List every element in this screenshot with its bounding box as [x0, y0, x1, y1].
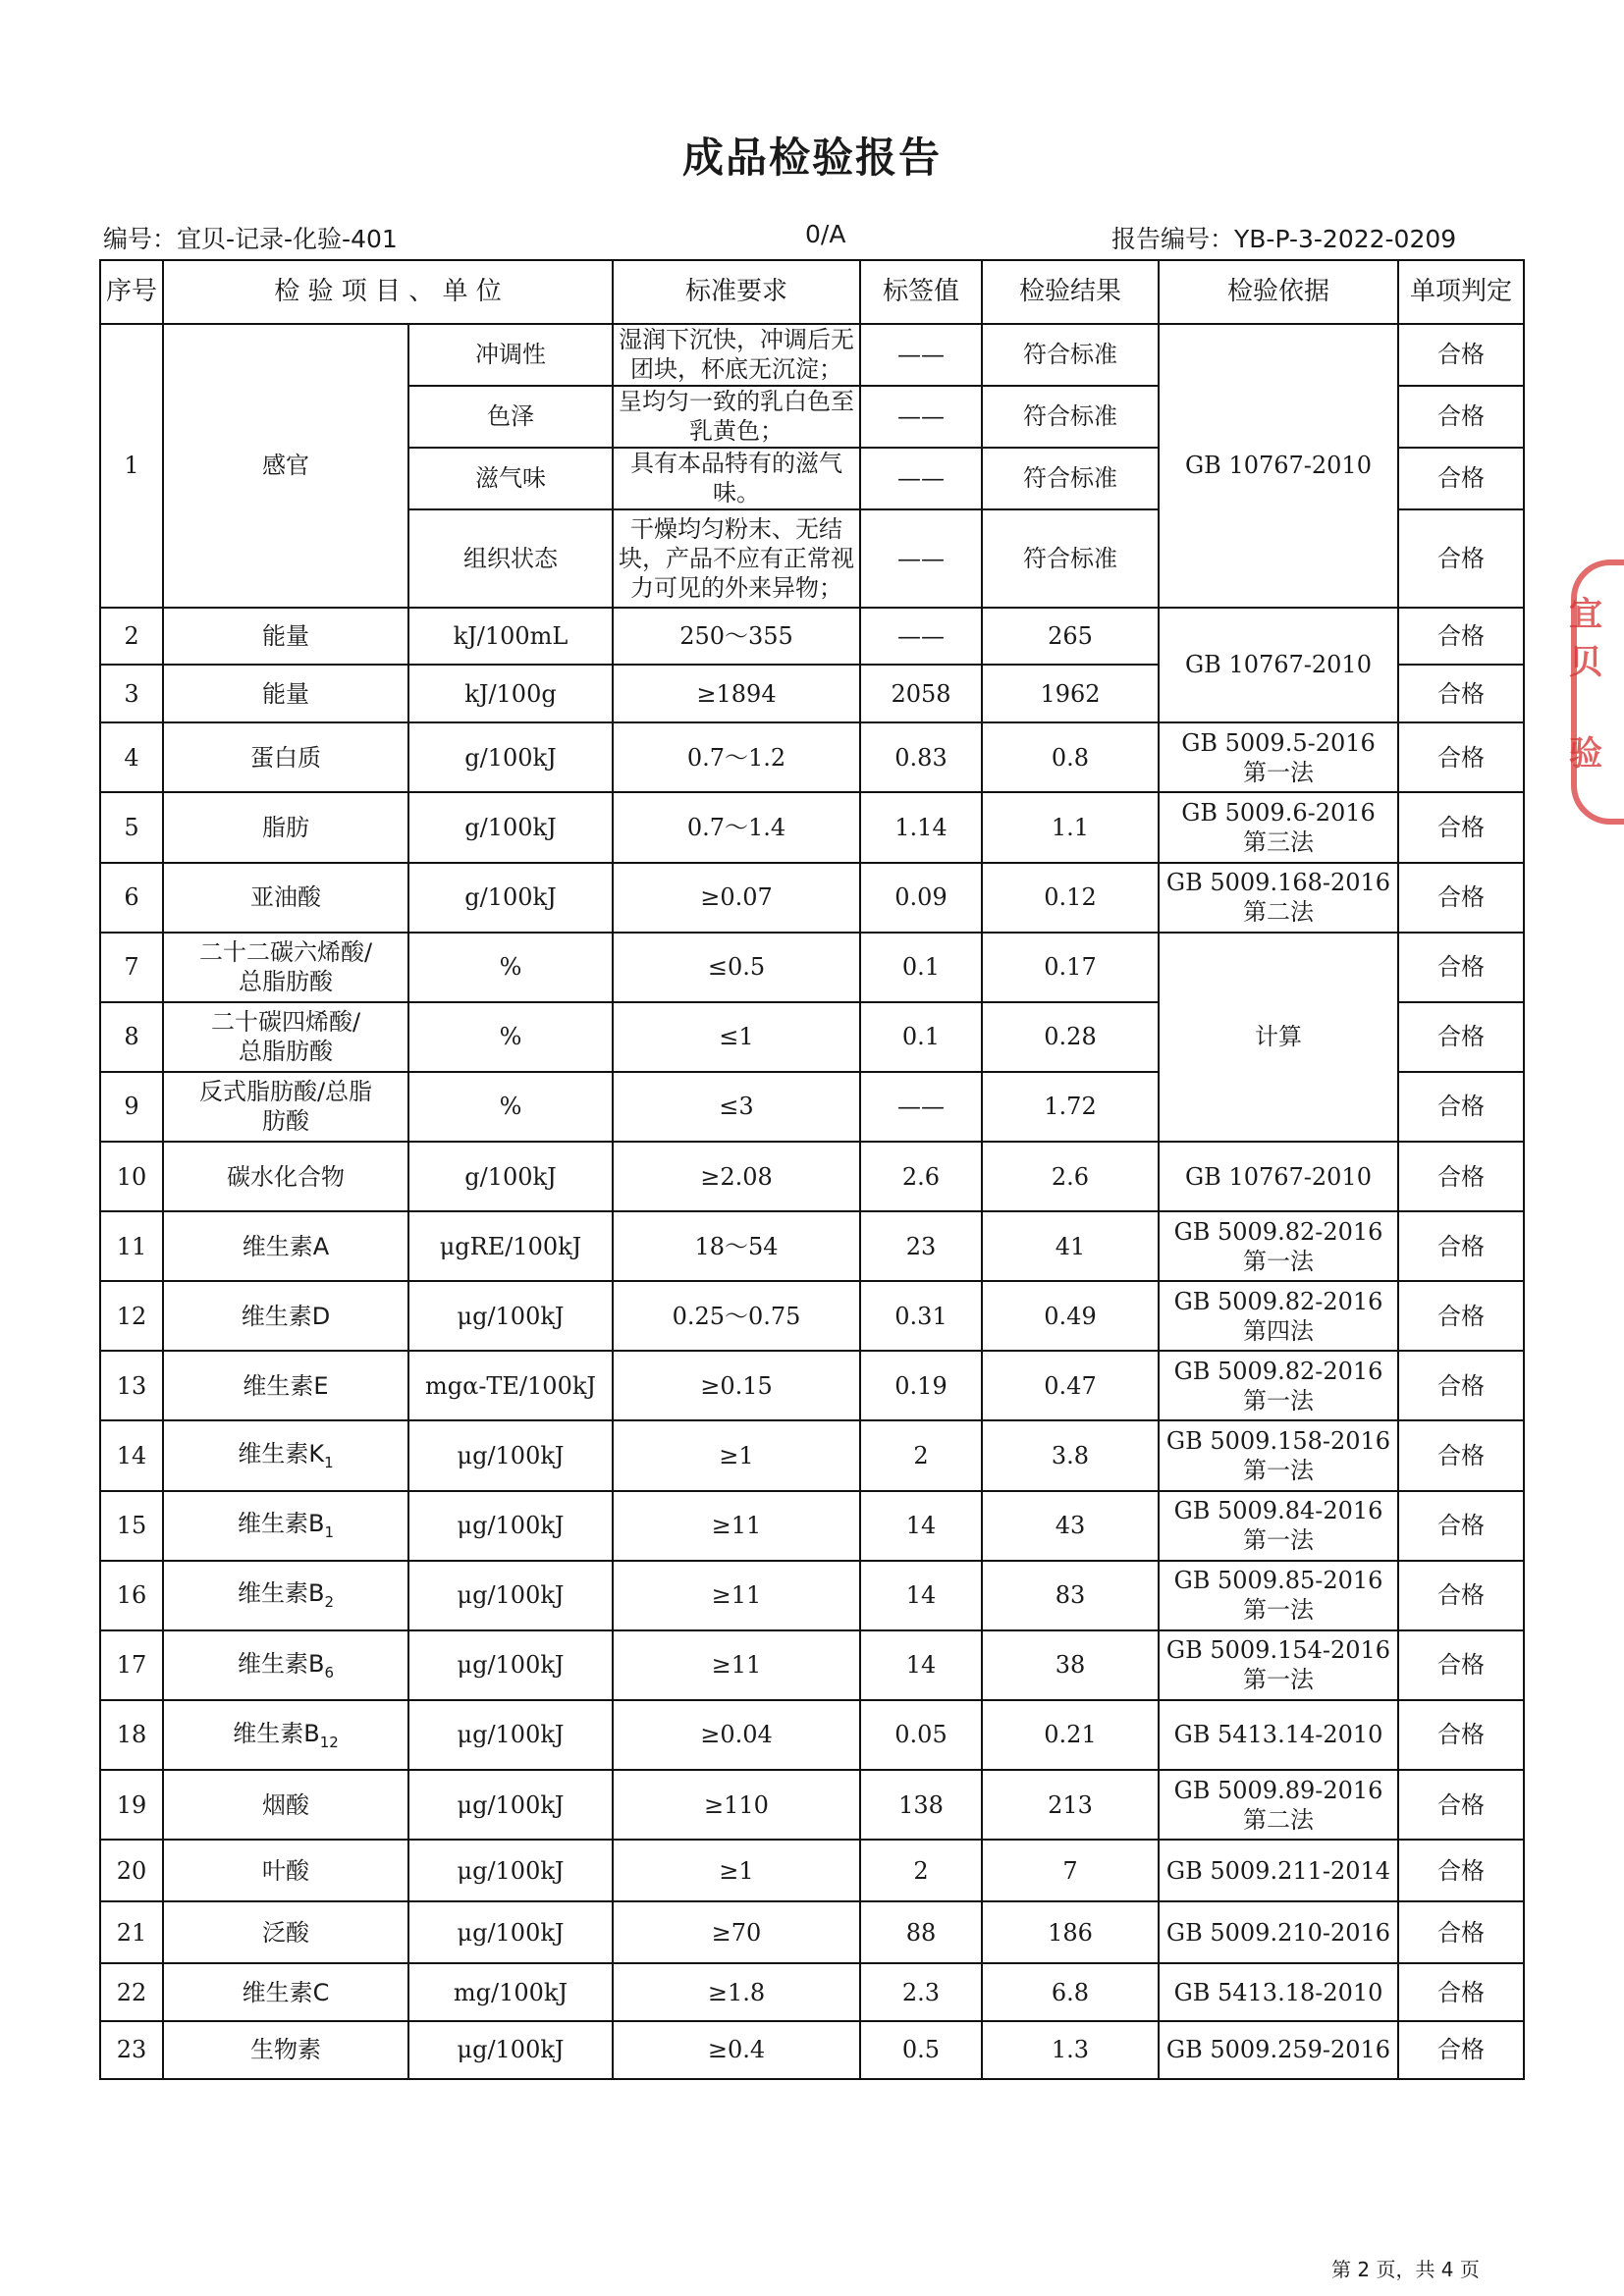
seq-cell: 19: [100, 1770, 163, 1840]
col-standard: 标准要求: [613, 260, 860, 324]
unit-cell: %: [408, 933, 613, 1002]
basis-cell-line2: 第二法: [1243, 898, 1314, 927]
basis-cell: [1159, 1901, 1398, 1963]
standard-cell: ≥0.4: [613, 2021, 860, 2079]
judge-cell: 合格: [1398, 665, 1524, 722]
report-number: 报告编号：YB-P-3-2022-0209: [1111, 225, 1457, 253]
item-name-cell: [163, 1770, 408, 1840]
basis-cell-line1: GB 5009.82-2016: [1173, 1287, 1383, 1315]
unit-cell: g/100kJ: [408, 722, 613, 792]
label-cell: ——: [860, 509, 982, 608]
col-judge: 单项判定: [1398, 260, 1524, 324]
table-row: [100, 1770, 1524, 1840]
basis-cell-line1: GB 5413.18-2010: [1173, 1978, 1383, 2006]
basis-cell-line2: 第一法: [1243, 1596, 1314, 1625]
standard-cell: ≥11: [613, 1630, 860, 1700]
basis-cell-line2: 第一法: [1243, 1386, 1314, 1415]
col-seq: 序号: [100, 260, 163, 324]
page-number: 第 2 页，共 4 页: [1331, 2258, 1480, 2281]
judge-cell: 合格: [1398, 509, 1524, 608]
report-title: 成品检验报告: [681, 133, 942, 182]
standard-cell: ≥70: [613, 1901, 860, 1963]
standard-cell: ≥1: [613, 1420, 860, 1490]
result-cell: 3.8: [982, 1420, 1159, 1490]
basis-cell: [1159, 722, 1398, 792]
judge-cell: 合格: [1398, 722, 1524, 792]
seq-cell: 14: [100, 1420, 163, 1490]
judge-cell: 合格: [1398, 1963, 1524, 2021]
item-name-cell: [163, 1072, 408, 1142]
item-name-text: 维生素D: [241, 1302, 331, 1330]
seq-cell: 10: [100, 1142, 163, 1211]
item-name-subscript: 6: [324, 1663, 334, 1682]
result-cell: 0.8: [982, 722, 1159, 792]
item-name-text: 维生素A: [242, 1232, 330, 1260]
result-cell: 2.6: [982, 1142, 1159, 1211]
judge-cell: 合格: [1398, 1630, 1524, 1700]
item-name-text: 生物素: [250, 2036, 321, 2064]
basis-cell: [1159, 1561, 1398, 1630]
label-cell: 0.05: [860, 1700, 982, 1770]
item-name-cell: [163, 1002, 408, 1072]
label-cell: 2: [860, 1840, 982, 1901]
judge-cell: 合格: [1398, 863, 1524, 933]
unit-cell: mg/100kJ: [408, 1963, 613, 2021]
item-name-cell: 蛋白质: [163, 722, 408, 792]
judge-cell: 合格: [1398, 448, 1524, 509]
label-cell: 1.14: [860, 792, 982, 862]
item-name-cell: [163, 1630, 408, 1700]
seq-cell: 13: [100, 1351, 163, 1420]
item-name-text: 碳水化合物: [227, 1162, 345, 1191]
result-cell: 0.47: [982, 1351, 1159, 1420]
item-name-text: 烟酸: [262, 1790, 309, 1819]
sub-item-cell: 色泽: [408, 386, 613, 448]
standard-cell: 湿润下沉快，冲调后无团块，杯底无沉淀；: [613, 324, 860, 386]
standard-cell: ≤1: [613, 1002, 860, 1072]
unit-cell: g/100kJ: [408, 1142, 613, 1211]
label-cell: 0.5: [860, 2021, 982, 2079]
unit-cell: μg/100kJ: [408, 1901, 613, 1963]
item-name-text: 维生素E: [243, 1371, 329, 1400]
basis-cell-line1: GB 5009.89-2016: [1173, 1776, 1383, 1804]
seq-cell: 4: [100, 722, 163, 792]
judge-cell: 合格: [1398, 1211, 1524, 1281]
basis-cell: [1159, 1351, 1398, 1420]
basis-cell: 计算: [1159, 933, 1398, 1142]
table-row: [100, 1630, 1524, 1700]
unit-cell: kJ/100mL: [408, 608, 613, 666]
standard-cell: ≤3: [613, 1072, 860, 1142]
col-item: 检 验 项 目 、 单 位: [163, 260, 613, 324]
judge-cell: 合格: [1398, 1700, 1524, 1770]
seq-cell: 20: [100, 1840, 163, 1901]
item-name-subscript: 12: [319, 1733, 339, 1751]
result-cell: 符合标准: [982, 448, 1159, 509]
item-name-cell: 亚油酸: [163, 863, 408, 933]
judge-cell: 合格: [1398, 1491, 1524, 1561]
result-cell: 符合标准: [982, 386, 1159, 448]
unit-cell: %: [408, 1002, 613, 1072]
item-name-cell: 能量: [163, 665, 408, 722]
item-name-cell: [163, 1840, 408, 1901]
standard-cell: 干燥均匀粉末、无结块，产品不应有正常视力可见的外来异物；: [613, 509, 860, 608]
judge-cell: 合格: [1398, 608, 1524, 666]
unit-cell: μg/100kJ: [408, 1420, 613, 1490]
table-row: [100, 863, 1524, 933]
unit-cell: μg/100kJ: [408, 1561, 613, 1630]
seq-cell: 8: [100, 1002, 163, 1072]
standard-cell: ≥2.08: [613, 1142, 860, 1211]
basis-cell-line2: 第一法: [1243, 1247, 1314, 1275]
table-row: [100, 1963, 1524, 2021]
label-cell: 0.83: [860, 722, 982, 792]
seq-cell: 23: [100, 2021, 163, 2079]
standard-cell: 0.7～1.4: [613, 792, 860, 862]
seq-cell: 2: [100, 608, 163, 666]
seq-cell: 5: [100, 792, 163, 862]
label-cell: 0.09: [860, 863, 982, 933]
result-cell: 1.3: [982, 2021, 1159, 2079]
seq-cell: 17: [100, 1630, 163, 1700]
sub-item-cell: 组织状态: [408, 509, 613, 608]
result-cell: 0.49: [982, 1281, 1159, 1351]
judge-cell: 合格: [1398, 324, 1524, 386]
result-cell: 1.72: [982, 1072, 1159, 1142]
label-cell: 138: [860, 1770, 982, 1840]
table-row: [100, 608, 1524, 666]
seq-cell: 21: [100, 1901, 163, 1963]
label-cell: 14: [860, 1491, 982, 1561]
standard-cell: ≥0.15: [613, 1351, 860, 1420]
table-row: [100, 1351, 1524, 1420]
result-cell: 符合标准: [982, 324, 1159, 386]
result-cell: 7: [982, 1840, 1159, 1901]
standard-cell: 18～54: [613, 1211, 860, 1281]
table-row: [100, 1840, 1524, 1901]
table-row: [100, 1420, 1524, 1490]
result-cell: 83: [982, 1561, 1159, 1630]
unit-cell: g/100kJ: [408, 863, 613, 933]
standard-cell: ≤0.5: [613, 933, 860, 1002]
unit-cell: μg/100kJ: [408, 1700, 613, 1770]
standard-cell: 呈均匀一致的乳白色至乳黄色；: [613, 386, 860, 448]
standard-cell: ≥11: [613, 1491, 860, 1561]
stamp-text-1: 宜贝: [1569, 595, 1602, 682]
basis-cell-line2: 第四法: [1243, 1316, 1314, 1345]
judge-cell: 合格: [1398, 1281, 1524, 1351]
label-cell: 2: [860, 1420, 982, 1490]
judge-cell: 合格: [1398, 1142, 1524, 1211]
label-cell: 14: [860, 1630, 982, 1700]
basis-cell-line1: GB 5009.84-2016: [1173, 1497, 1383, 1525]
item-name-cell: [163, 1561, 408, 1630]
judge-cell: 合格: [1398, 1002, 1524, 1072]
seq-cell: 16: [100, 1561, 163, 1630]
unit-cell: μg/100kJ: [408, 1491, 613, 1561]
col-label: 标签值: [860, 260, 982, 324]
basis-cell: [1159, 2021, 1398, 2079]
table-row: [100, 2021, 1524, 2079]
result-cell: 41: [982, 1211, 1159, 1281]
item-name-text: 叶酸: [262, 1856, 309, 1885]
basis-cell: GB 10767-2010: [1159, 324, 1398, 608]
label-cell: 0.19: [860, 1351, 982, 1420]
seq-cell: 11: [100, 1211, 163, 1281]
label-cell: 0.1: [860, 1002, 982, 1072]
table-row: [100, 792, 1524, 862]
item-name-text: 维生素B: [237, 1649, 325, 1678]
item-name-cell-line1: 二十碳四烯酸/: [210, 1008, 361, 1037]
standard-cell: ≥0.07: [613, 863, 860, 933]
item-name-cell-line1: 反式脂肪酸/总脂: [198, 1078, 373, 1106]
label-cell: 2.6: [860, 1142, 982, 1211]
unit-cell: %: [408, 1072, 613, 1142]
result-cell: 265: [982, 608, 1159, 666]
basis-cell: [1159, 1963, 1398, 2021]
item-name-subscript: 1: [324, 1454, 334, 1472]
standard-cell: 0.7～1.2: [613, 722, 860, 792]
item-name-cell: [163, 1420, 408, 1490]
table-row: [100, 722, 1524, 792]
item-name-cell-line2: 总脂肪酸: [239, 1038, 333, 1066]
unit-cell: μg/100kJ: [408, 1770, 613, 1840]
result-cell: 186: [982, 1901, 1159, 1963]
seq-cell: 9: [100, 1072, 163, 1142]
item-name-subscript: 2: [324, 1593, 334, 1612]
table-row: [100, 324, 1524, 386]
seq-cell: 3: [100, 665, 163, 722]
basis-cell-line1: GB 5009.82-2016: [1173, 1357, 1383, 1385]
standard-cell: 0.25～0.75: [613, 1281, 860, 1351]
col-result: 检验结果: [982, 260, 1159, 324]
unit-cell: μgRE/100kJ: [408, 1211, 613, 1281]
result-cell: 0.17: [982, 933, 1159, 1002]
label-cell: 0.31: [860, 1281, 982, 1351]
basis-cell: [1159, 1281, 1398, 1351]
stamp-text-2: 验: [1569, 734, 1602, 774]
result-cell: 43: [982, 1491, 1159, 1561]
item-name-cell: [163, 1491, 408, 1561]
basis-cell-line1: GB 5009.259-2016: [1165, 2036, 1391, 2064]
judge-cell: 合格: [1398, 1770, 1524, 1840]
label-cell: ——: [860, 324, 982, 386]
basis-cell: [1159, 1700, 1398, 1770]
basis-cell-line2: 第三法: [1243, 828, 1314, 856]
judge-cell: 合格: [1398, 1072, 1524, 1142]
judge-cell: 合格: [1398, 792, 1524, 862]
table-row: [100, 1211, 1524, 1281]
basis-cell: [1159, 1211, 1398, 1281]
item-name-text: 泛酸: [262, 1918, 309, 1947]
item-name-subscript: 1: [324, 1523, 334, 1542]
judge-cell: 合格: [1398, 1420, 1524, 1490]
result-cell: 0.12: [982, 863, 1159, 933]
item-name-cell: 脂肪: [163, 792, 408, 862]
basis-cell-line1: GB 5009.82-2016: [1173, 1217, 1383, 1246]
basis-cell: [1159, 1420, 1398, 1490]
seq-cell: 22: [100, 1963, 163, 2021]
basis-cell: [1159, 1840, 1398, 1901]
item-name-cell: [163, 933, 408, 1002]
judge-cell: 合格: [1398, 933, 1524, 1002]
item-name-cell-line2: 总脂肪酸: [239, 968, 333, 996]
unit-cell: mgα-TE/100kJ: [408, 1351, 613, 1420]
label-cell: 2.3: [860, 1963, 982, 2021]
basis-cell-line2: 第一法: [1243, 758, 1314, 786]
result-cell: 1962: [982, 665, 1159, 722]
standard-cell: ≥11: [613, 1561, 860, 1630]
label-cell: ——: [860, 386, 982, 448]
basis-cell-line1: GB 5009.5-2016: [1181, 728, 1376, 757]
unit-cell: g/100kJ: [408, 792, 613, 862]
basis-cell-line1: GB 5009.158-2016: [1165, 1426, 1391, 1455]
item-name-text: 维生素C: [242, 1978, 330, 2006]
basis-cell-line2: 第一法: [1243, 1526, 1314, 1555]
basis-cell: [1159, 1491, 1398, 1561]
item-name-cell: [163, 2021, 408, 2079]
unit-cell: μg/100kJ: [408, 1840, 613, 1901]
table-row: [100, 1700, 1524, 1770]
item-name-cell: [163, 1700, 408, 1770]
basis-cell-line2: 第一法: [1243, 1666, 1314, 1694]
basis-cell-line1: GB 5009.211-2014: [1165, 1856, 1391, 1885]
item-name-cell: [163, 1351, 408, 1420]
item-name-cell-line2: 肪酸: [262, 1107, 309, 1136]
label-cell: 0.1: [860, 933, 982, 1002]
table-row: [100, 1901, 1524, 1963]
item-name-cell: 感官: [163, 324, 408, 608]
standard-cell: ≥1: [613, 1840, 860, 1901]
label-cell: ——: [860, 608, 982, 666]
unit-cell: μg/100kJ: [408, 2021, 613, 2079]
basis-cell-line1: GB 5413.14-2010: [1173, 1721, 1383, 1749]
seq-cell: 6: [100, 863, 163, 933]
table-row: [100, 1491, 1524, 1561]
basis-cell: [1159, 863, 1398, 933]
seq-cell: 15: [100, 1491, 163, 1561]
basis-cell-line1: GB 5009.168-2016: [1165, 869, 1391, 897]
sub-item-cell: 冲调性: [408, 324, 613, 386]
basis-cell-line1: GB 5009.154-2016: [1165, 1636, 1391, 1665]
item-name-cell: [163, 1142, 408, 1211]
result-cell: 符合标准: [982, 509, 1159, 608]
seq-cell: 7: [100, 933, 163, 1002]
judge-cell: 合格: [1398, 1561, 1524, 1630]
item-name-cell: [163, 1211, 408, 1281]
judge-cell: 合格: [1398, 1901, 1524, 1963]
basis-cell-line2: 第二法: [1243, 1805, 1314, 1834]
item-name-cell: [163, 1901, 408, 1963]
standard-cell: ≥0.04: [613, 1700, 860, 1770]
result-cell: 6.8: [982, 1963, 1159, 2021]
item-name-text: 维生素K: [238, 1440, 325, 1468]
basis-cell: GB 10767-2010: [1159, 608, 1398, 723]
basis-cell-line2: 第一法: [1243, 1456, 1314, 1484]
inspection-table: [99, 259, 1525, 2080]
basis-cell: [1159, 1770, 1398, 1840]
seq-cell: 12: [100, 1281, 163, 1351]
standard-cell: ≥1.8: [613, 1963, 860, 2021]
standard-cell: ≥110: [613, 1770, 860, 1840]
table-row: [100, 1142, 1524, 1211]
label-cell: 2058: [860, 665, 982, 722]
label-cell: ——: [860, 448, 982, 509]
basis-cell: [1159, 1630, 1398, 1700]
item-name-cell: [163, 1281, 408, 1351]
basis-cell-line1: GB 5009.6-2016: [1181, 799, 1376, 827]
result-cell: 213: [982, 1770, 1159, 1840]
basis-cell-line1: GB 5009.85-2016: [1173, 1567, 1383, 1595]
item-name-cell: [163, 1963, 408, 2021]
unit-cell: μg/100kJ: [408, 1281, 613, 1351]
result-cell: 1.1: [982, 792, 1159, 862]
result-cell: 38: [982, 1630, 1159, 1700]
seal-stamp: [1561, 560, 1624, 825]
table-row: [100, 933, 1524, 1002]
judge-cell: 合格: [1398, 1840, 1524, 1901]
result-cell: 0.21: [982, 1700, 1159, 1770]
basis-cell: [1159, 792, 1398, 862]
basis-cell-line1: GB 5009.210-2016: [1165, 1918, 1391, 1947]
seq-cell: 18: [100, 1700, 163, 1770]
table-row: [100, 1281, 1524, 1351]
standard-cell: ≥1894: [613, 665, 860, 722]
record-code: 编号：宜贝-记录-化验-401: [103, 225, 398, 253]
version-label: 0/A: [805, 220, 846, 248]
standard-cell: 具有本品特有的滋气味。: [613, 448, 860, 509]
judge-cell: 合格: [1398, 1351, 1524, 1420]
item-name-text: 维生素B: [233, 1719, 320, 1747]
basis-cell: [1159, 1142, 1398, 1211]
col-basis: 检验依据: [1159, 260, 1398, 324]
standard-cell: 250～355: [613, 608, 860, 666]
label-cell: ——: [860, 1072, 982, 1142]
label-cell: 14: [860, 1561, 982, 1630]
label-cell: 23: [860, 1211, 982, 1281]
sub-item-cell: 滋气味: [408, 448, 613, 509]
label-cell: 88: [860, 1901, 982, 1963]
judge-cell: 合格: [1398, 386, 1524, 448]
item-name-text: 维生素B: [237, 1510, 325, 1538]
table-row: [100, 1561, 1524, 1630]
unit-cell: kJ/100g: [408, 665, 613, 722]
seq-cell: 1: [100, 324, 163, 608]
item-name-text: 维生素B: [237, 1579, 325, 1608]
item-name-cell: 能量: [163, 608, 408, 666]
result-cell: 0.28: [982, 1002, 1159, 1072]
unit-cell: μg/100kJ: [408, 1630, 613, 1700]
item-name-cell-line1: 二十二碳六烯酸/: [198, 938, 373, 967]
basis-cell-line1: GB 10767-2010: [1185, 1162, 1372, 1191]
table-header-row: [100, 260, 1524, 324]
judge-cell: 合格: [1398, 2021, 1524, 2079]
